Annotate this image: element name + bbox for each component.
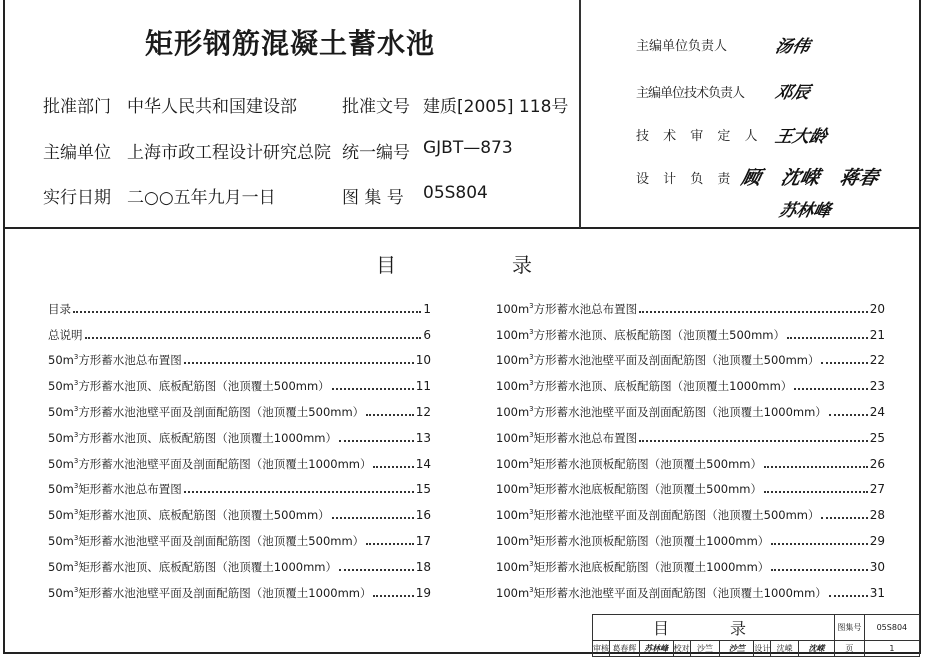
toc-entry[interactable]: $100m^3$矩形蓄水池顶板配筋图（池顶覆土1000mm） 29 <box>496 534 885 549</box>
editor-unit-label: 主编单位 <box>43 143 111 163</box>
page-number: 12 <box>415 405 431 420</box>
toc-entry[interactable]: $50m^3$矩形蓄水池池壁平面及剖面配筋图（池顶覆土500mm） 17 <box>48 534 431 549</box>
review-signature: 苏林峰 <box>639 641 673 657</box>
approval-dept-value: 中华人民共和国建设部 <box>127 97 297 117</box>
leader-dots <box>332 517 414 519</box>
design-label: 设计 <box>754 641 771 657</box>
leader-dots <box>829 414 868 416</box>
page-number: 15 <box>415 482 431 497</box>
leader-dots <box>373 466 413 468</box>
toc-entry[interactable]: $50m^3$方形蓄水池总布置图 10 <box>48 353 431 368</box>
toc-entry[interactable]: $100m^3$矩形蓄水池底板配筋图（池顶覆土500mm） 27 <box>496 482 885 497</box>
toc-entry[interactable]: $100m^3$矩形蓄水池池壁平面及剖面配筋图（池顶覆土500mm） 28 <box>496 508 885 523</box>
toc-entry[interactable]: $100m^3$方形蓄水池顶、底板配筋图（池顶覆土500mm） 21 <box>496 327 885 342</box>
chief-unit-head-signature: 汤伟 <box>773 37 812 57</box>
page-number: 22 <box>869 353 885 368</box>
page-number: 26 <box>869 456 885 471</box>
leader-dots <box>821 362 867 364</box>
leader-dots <box>366 414 414 416</box>
page-number: 10 <box>415 353 431 368</box>
document-title: 矩形钢筋混凝土蓄水池 <box>144 27 435 60</box>
toc-entry[interactable]: $100m^3$方形蓄水池总布置图 20 <box>496 301 885 316</box>
toc-entry[interactable]: 目录 1 <box>48 301 431 316</box>
atlas-no-label: 图集号 <box>835 615 865 641</box>
page-number: 14 <box>415 456 431 471</box>
design-head-signature-extra: 苏林峰 <box>777 201 833 221</box>
toc-entry[interactable]: $100m^3$方形蓄水池顶、底板配筋图（池顶覆土1000mm） 23 <box>496 379 885 394</box>
page-number: 11 <box>415 379 431 394</box>
page-number: 24 <box>869 405 885 420</box>
page-number: 29 <box>869 534 885 549</box>
page-number: 13 <box>415 430 431 445</box>
toc-heading-lu: 录 <box>512 253 532 277</box>
chief-unit-head-label: 主编单位负责人 <box>636 39 728 54</box>
atlas-no: 05S804 <box>864 615 919 641</box>
approval-no-label: 批准文号 <box>342 97 410 117</box>
toc-entry[interactable]: $50m^3$方形蓄水池池壁平面及剖面配筋图（池顶覆土500mm） 12 <box>48 405 431 420</box>
review-label: 审核 <box>593 641 610 657</box>
atlas-no-value: 05S804 <box>423 183 488 203</box>
toc-entry[interactable]: 总说明 6 <box>48 327 431 342</box>
tech-reviewer-label: 技 术 审 定 人 <box>636 129 763 144</box>
leader-dots <box>771 569 867 571</box>
unified-no-label: 统一编号 <box>342 143 410 163</box>
toc-entry[interactable]: $50m^3$矩形蓄水池顶、底板配筋图（池顶覆土1000mm） 18 <box>48 559 431 574</box>
leader-dots <box>794 388 867 390</box>
check-label: 校对 <box>673 641 690 657</box>
design-name: 沈嵘 <box>771 641 799 657</box>
toc-entry[interactable]: $100m^3$矩形蓄水池顶板配筋图（池顶覆土500mm） 26 <box>496 456 885 471</box>
page-number: 31 <box>869 585 885 600</box>
atlas-no-label: 图 集 号 <box>342 188 404 208</box>
title-block <box>592 614 920 657</box>
sheet-title: 目 录 <box>593 615 835 641</box>
page-number: 28 <box>869 508 885 523</box>
leader-dots <box>829 595 868 597</box>
chief-tech-head-signature: 邓辰 <box>773 83 812 103</box>
toc-right-column <box>496 296 885 606</box>
page-number: 23 <box>869 379 885 394</box>
leader-dots <box>73 311 421 313</box>
leader-dots <box>366 543 414 545</box>
toc-entry[interactable]: $50m^3$矩形蓄水池顶、底板配筋图（池顶覆土500mm） 16 <box>48 508 431 523</box>
page-number: 25 <box>869 430 885 445</box>
leader-dots <box>85 337 422 339</box>
leader-dots <box>373 595 413 597</box>
page-number: 18 <box>415 559 431 574</box>
leader-dots <box>787 337 868 339</box>
leader-dots <box>764 466 868 468</box>
leader-dots <box>184 362 414 364</box>
page-number: 16 <box>415 508 431 523</box>
effective-date-value: 二○○五年九月一日 <box>127 188 276 208</box>
toc-entry[interactable]: $100m^3$矩形蓄水池总布置图 25 <box>496 430 885 445</box>
review-name: 葛春辉 <box>609 641 639 657</box>
effective-date-label: 实行日期 <box>43 188 111 208</box>
toc-left-column <box>48 296 431 606</box>
editor-unit-value: 上海市政工程设计研究总院 <box>127 143 331 163</box>
design-head-signatures: 顾 沈嵘 蒋春 <box>739 167 881 189</box>
tech-reviewer-signature: 王大龄 <box>773 127 829 147</box>
design-head-label: 设 计 负 责 人 <box>636 172 763 187</box>
page-label: 页 <box>835 641 865 657</box>
toc-entry[interactable]: $50m^3$方形蓄水池顶、底板配筋图（池顶覆土1000mm） 13 <box>48 430 431 445</box>
cover-divider <box>3 227 921 229</box>
page-number: 30 <box>869 559 885 574</box>
approval-no-value: 建质[2005] 118号 <box>423 97 569 117</box>
unified-no-value: GJBT—873 <box>423 138 513 158</box>
page-number: 6 <box>423 327 431 342</box>
page-number: 1 <box>423 301 431 316</box>
chief-tech-head-label: 主编单位技术负责人 <box>636 86 745 101</box>
leader-dots <box>821 517 867 519</box>
design-signature: 沈嵘 <box>798 641 834 657</box>
toc-heading-mu: 目 <box>376 253 396 277</box>
check-name: 沙竺 <box>690 641 720 657</box>
page-number: 27 <box>869 482 885 497</box>
leader-dots <box>339 440 414 442</box>
leader-dots <box>639 440 868 442</box>
toc-entry[interactable]: $50m^3$方形蓄水池顶、底板配筋图（池顶覆土500mm） 11 <box>48 379 431 394</box>
leader-dots <box>339 569 414 571</box>
check-signature: 沙竺 <box>720 641 754 657</box>
toc-entry[interactable]: $100m^3$方形蓄水池池壁平面及剖面配筋图（池顶覆土1000mm） 24 <box>496 405 885 420</box>
toc-entry[interactable]: $100m^3$矩形蓄水池底板配筋图（池顶覆土1000mm） 30 <box>496 559 885 574</box>
toc-entry[interactable]: $100m^3$方形蓄水池池壁平面及剖面配筋图（池顶覆土500mm） 22 <box>496 353 885 368</box>
page-number: 19 <box>415 585 431 600</box>
toc-entry[interactable]: $50m^3$矩形蓄水池池壁平面及剖面配筋图（池顶覆土1000mm） 19 <box>48 585 431 600</box>
toc-entry[interactable]: $100m^3$矩形蓄水池池壁平面及剖面配筋图（池顶覆土1000mm） 31 <box>496 585 885 600</box>
toc-entry[interactable]: $50m^3$矩形蓄水池总布置图 15 <box>48 482 431 497</box>
leader-dots <box>764 491 868 493</box>
leader-dots <box>332 388 414 390</box>
page-number: 17 <box>415 534 431 549</box>
approval-dept-label: 批准部门 <box>43 97 111 117</box>
page-number: 1 <box>864 641 919 657</box>
leader-dots <box>639 311 868 313</box>
leader-dots <box>184 491 414 493</box>
page-number: 21 <box>869 327 885 342</box>
page-number: 20 <box>869 301 885 316</box>
toc-entry[interactable]: $50m^3$方形蓄水池池壁平面及剖面配筋图（池顶覆土1000mm） 14 <box>48 456 431 471</box>
leader-dots <box>771 543 867 545</box>
